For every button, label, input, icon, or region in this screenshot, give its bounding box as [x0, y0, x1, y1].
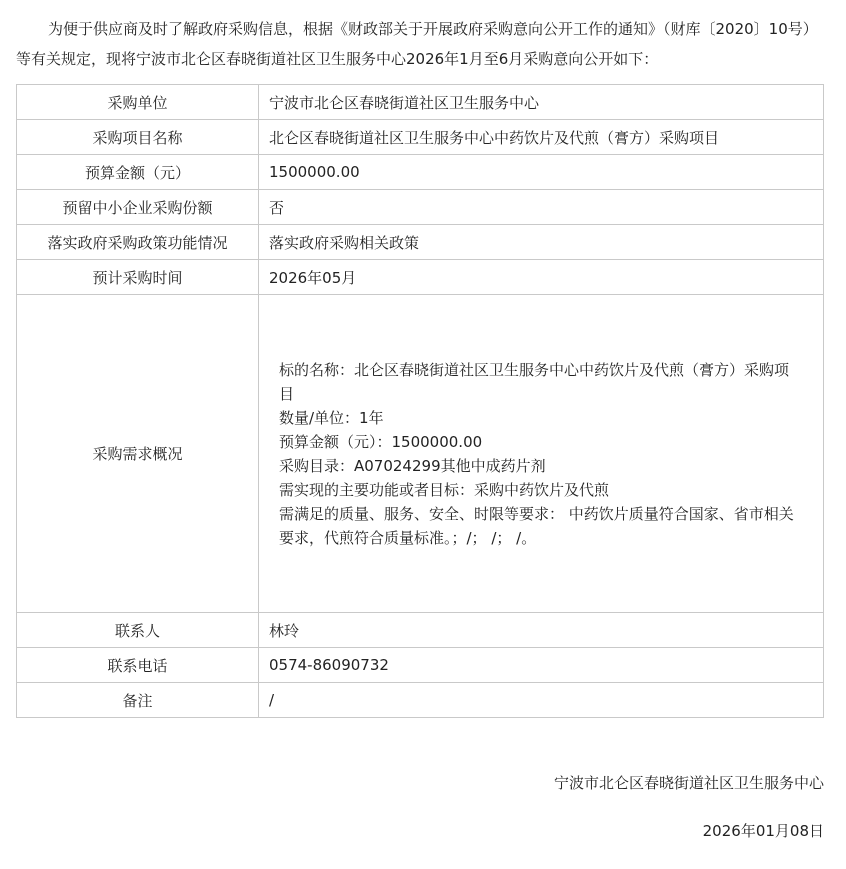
row-label: 采购单位 — [17, 85, 259, 120]
req-item-quantity: 数量/单位：1年 — [279, 408, 384, 427]
intro-paragraph: 为便于供应商及时了解政府采购信息，根据《财政部关于开展政府采购意向公开工作的通知》（财库〔2020〕10号）等有关规定，现将宁波市北仑区春晓街道社区卫生服务中心2026年1月至6月采购意向公开如下： — [16, 20, 818, 68]
row-label: 采购需求概况 — [17, 295, 259, 613]
req-item-name: 标的名称：北仑区春晓街道社区卫生服务中心中药饮片及代煎（膏方）采购项目 — [279, 360, 790, 403]
row-label: 备注 — [17, 683, 259, 718]
table-row — [17, 295, 824, 613]
row-value: 北仑区春晓街道社区卫生服务中心中药饮片及代煎（膏方）采购项目 — [259, 120, 824, 155]
procurement-intent-table — [16, 84, 824, 718]
req-item-goal: 需实现的主要功能或者目标：采购中药饮片及代煎 — [279, 480, 610, 499]
row-label: 落实政府采购政策功能情况 — [17, 225, 259, 260]
row-label: 预算金额（元） — [17, 155, 259, 190]
row-label: 预留中小企业采购份额 — [17, 190, 259, 225]
row-label: 联系人 — [17, 613, 259, 648]
row-value: 2026年05月 — [259, 260, 824, 295]
table-row — [17, 225, 824, 260]
row-label: 预计采购时间 — [17, 260, 259, 295]
row-value: 0574-86090732 — [259, 648, 824, 683]
table-row — [17, 260, 824, 295]
req-item-catalog: 采购目录：A07024299其他中成药片剂 — [279, 456, 546, 475]
row-value: 1500000.00 — [259, 155, 824, 190]
req-item-standards: 需满足的质量、服务、安全、时限等要求： 中药饮片质量符合国家、省市相关要求，代煎符合质量标准。；/； /； /。 — [279, 504, 794, 547]
table-row — [17, 155, 824, 190]
requirements-cell — [259, 295, 824, 613]
row-value: 林玲 — [259, 613, 824, 648]
publish-date: 2026年01月08日 — [702, 822, 824, 840]
table-row — [17, 648, 824, 683]
signer-organization: 宁波市北仑区春晓街道社区卫生服务中心 — [553, 774, 824, 792]
table-row — [17, 85, 824, 120]
table-row — [17, 683, 824, 718]
row-value: / — [259, 683, 824, 718]
table-row — [17, 120, 824, 155]
req-item-budget: 预算金额（元）：1500000.00 — [279, 432, 483, 451]
row-value: 否 — [259, 190, 824, 225]
row-value: 宁波市北仑区春晓街道社区卫生服务中心 — [259, 85, 824, 120]
table-row — [17, 613, 824, 648]
row-label: 采购项目名称 — [17, 120, 259, 155]
table-row — [17, 190, 824, 225]
row-value: 落实政府采购相关政策 — [259, 225, 824, 260]
row-label: 联系电话 — [17, 648, 259, 683]
